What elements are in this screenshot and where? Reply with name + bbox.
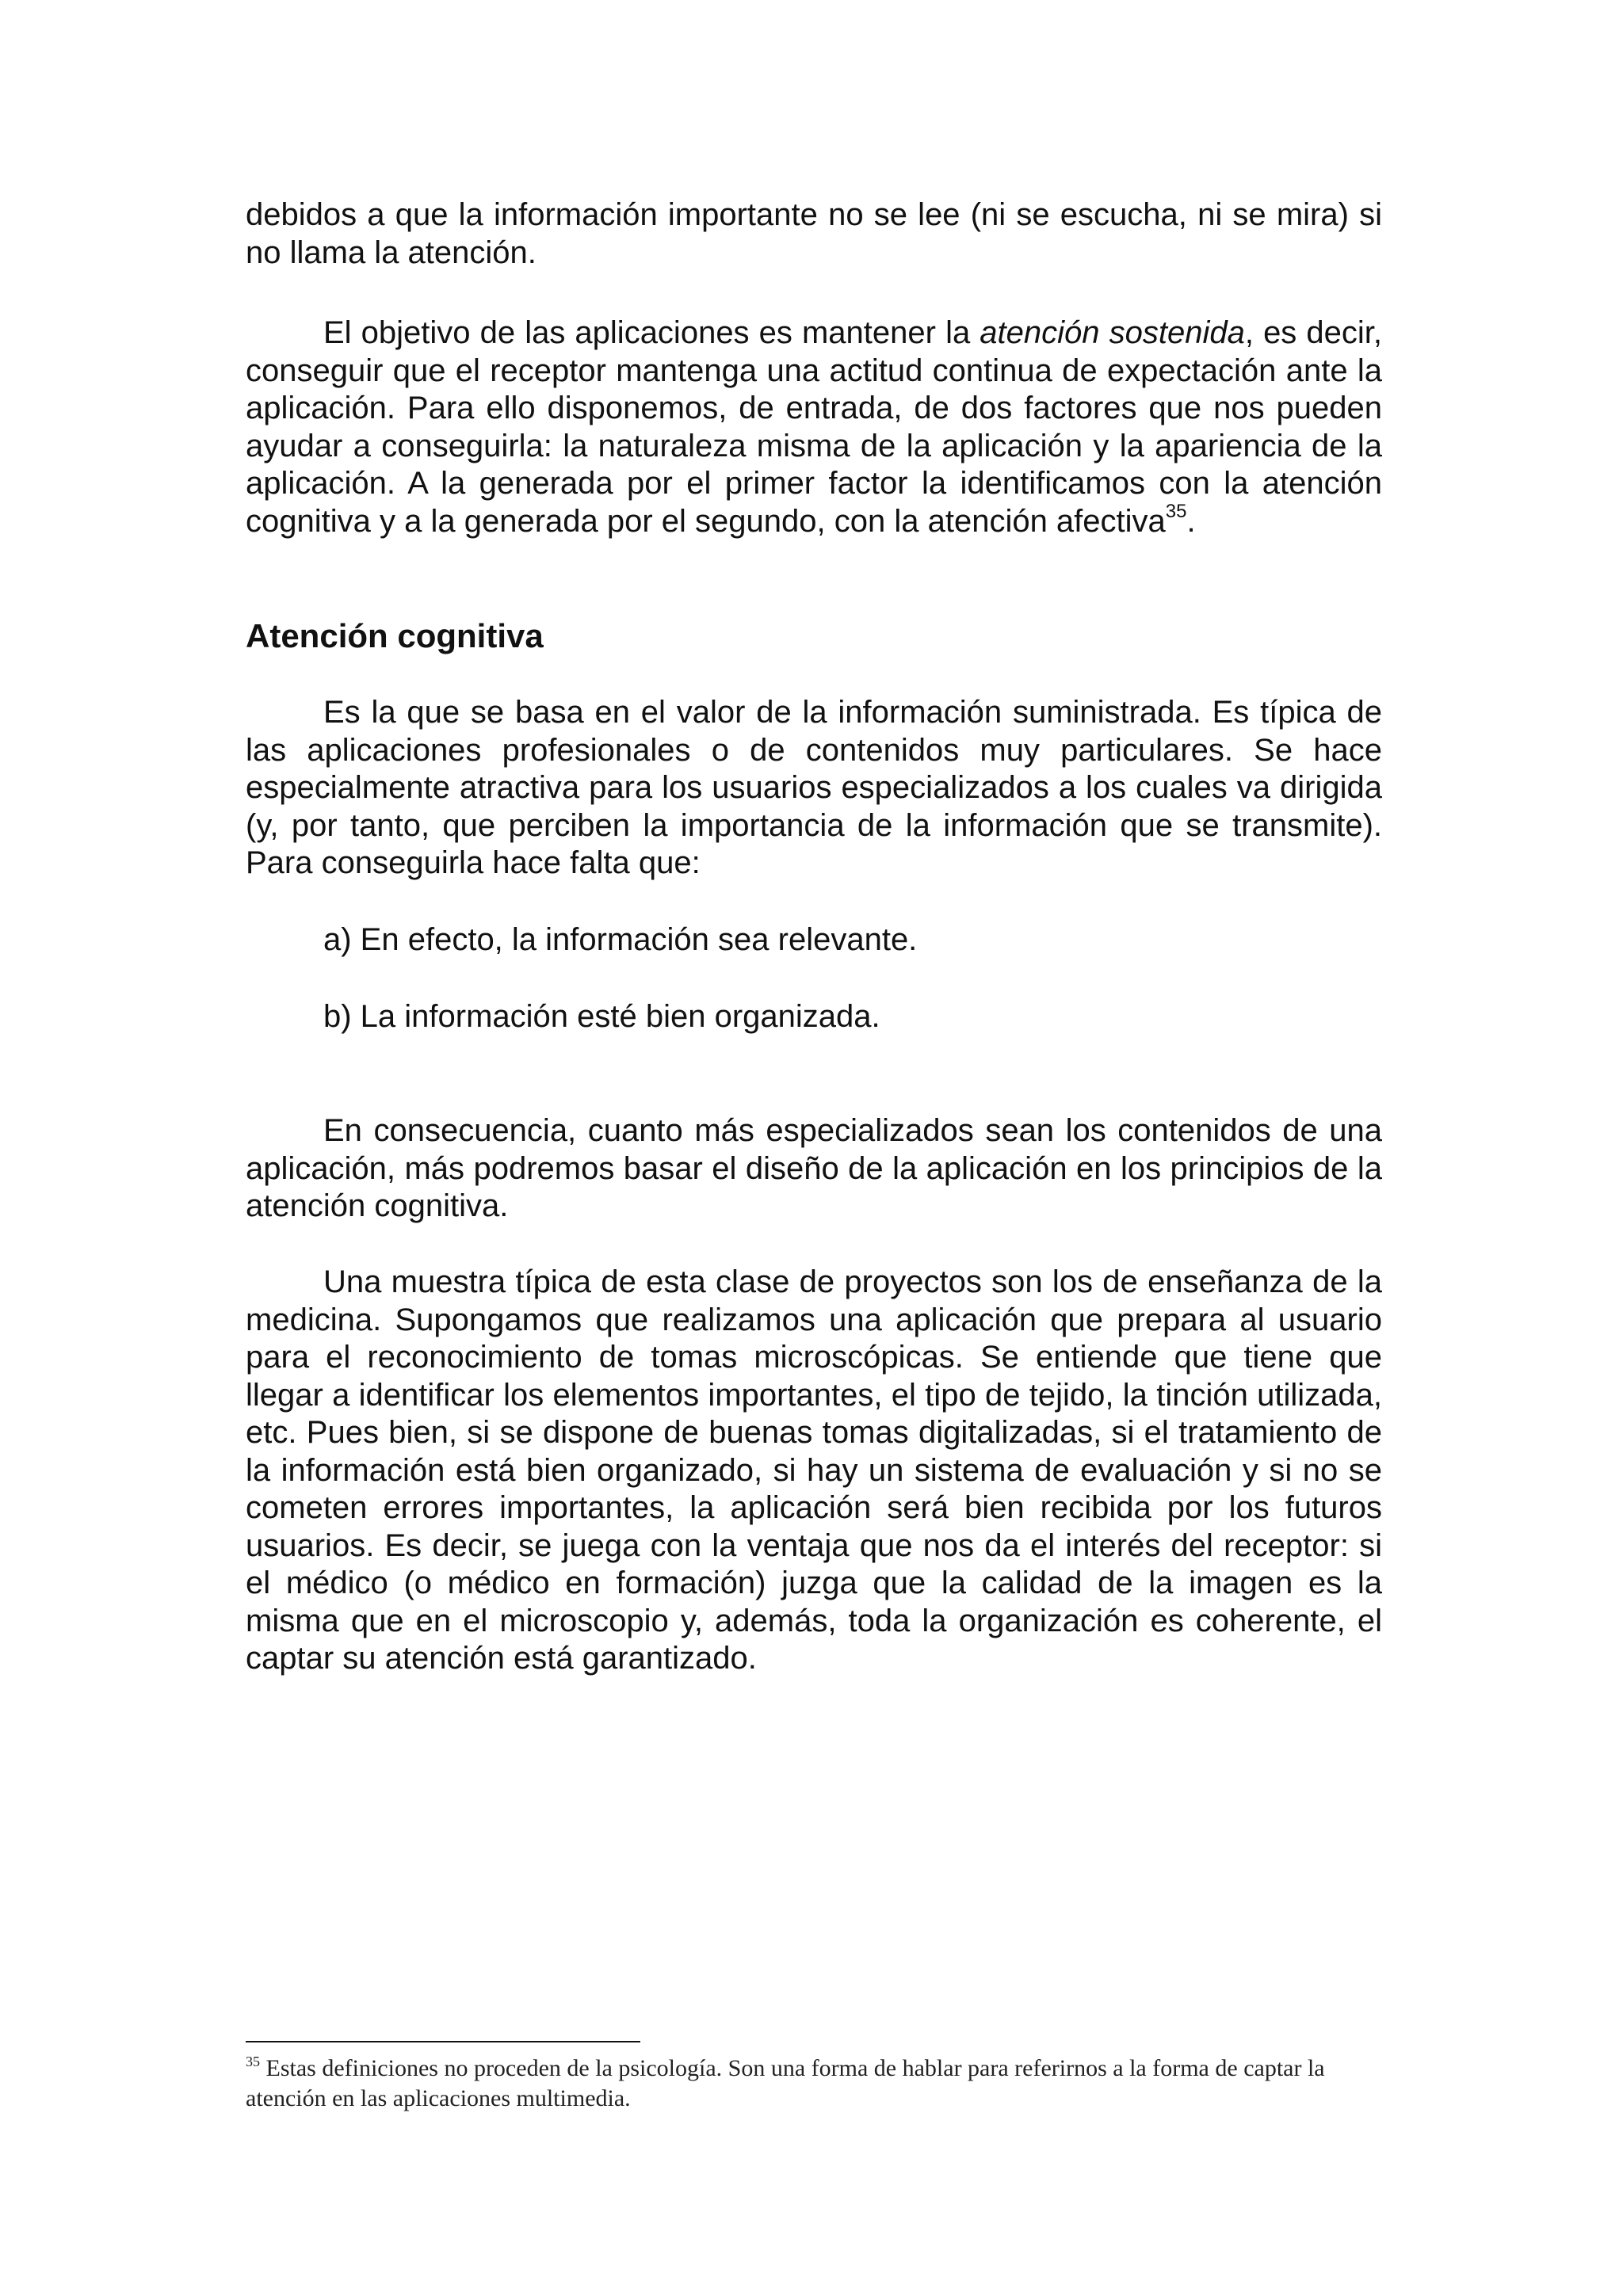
- list-item-b: b) La información esté bien organizada.: [323, 999, 880, 1034]
- paragraph-text: El objetivo de las aplicaciones es mantener la: [323, 315, 980, 350]
- emphasis-term: atención sostenida: [980, 315, 1245, 350]
- paragraph-continuation: debidos a que la información importante no se lee (ni se escucha, ni se mira) si no llama la atención.: [246, 197, 1382, 270]
- paragraph-medical-example: Una muestra típica de esta clase de proyectos son los de enseñanza de la medicina. Supongamos que realizamos una aplicación que prepara al usuario para el reconocimiento de tomas microscópicas. Se entiende que tiene que llegar a identificar los elementos importantes, el tipo de tejido, la tinción utilizada, etc. Pues bien, si se dispone de buenas tomas digitalizadas, si el tratamiento de la información está bien organizado, si hay un sistema de evaluación y si no se cometen errores importantes, la aplicación será bien recibida por los futuros usuarios. Es decir, se juega con la ventaja que nos da el interés del receptor: si el médico (o médico en formación) juzga que la calidad de la imagen es la misma que en el microscopio y, además, toda la organización es coherente, el captar su atención está garantizado.: [246, 1264, 1382, 1676]
- footnote-text: Estas definiciones no proceden de la psicología. Son una forma de hablar para referirnos a la forma de captar la atención en las aplicaciones multimedia.: [246, 2055, 1325, 2111]
- paragraph-end-punctuation: .: [1186, 503, 1196, 539]
- paragraph-attention-sustained: [246, 315, 1382, 540]
- list-item-a: a) En efecto, la información sea relevante.: [323, 922, 918, 957]
- footnote-separator: [246, 2041, 640, 2042]
- footnote: [246, 2054, 1355, 2114]
- paragraph-consequence: En consecuencia, cuanto más especializados sean los contenidos de una aplicación, más podremos basar el diseño de la aplicación en los principios de la atención cognitiva.: [246, 1113, 1382, 1223]
- paragraph-text: , es decir, conseguir que el receptor mantenga una actitud continua de expectación ante la aplicación. Para ello disponemos, de entrada, de dos factores que nos pueden ayudar a conseguirla: la naturaleza misma de la aplicación y la apariencia de la aplicación. A la generada por el primer factor la identificamos con la atención cognitiva y a la generada por el segundo, con la atención afectiva: [246, 315, 1383, 539]
- paragraph-cognitive-definition: Es la que se basa en el valor de la información suministrada. Es típica de las aplicaciones profesionales o de contenidos muy particulares. Se hace especialmente atractiva para los usuarios especializados a los cuales va dirigida (y, por tanto, que perciben la importancia de la información que se transmite). Para conseguirla hace falta que:: [246, 695, 1382, 880]
- footnote-number: 35: [246, 2054, 260, 2069]
- section-heading: Atención cognitiva: [246, 617, 544, 654]
- footnote-reference[interactable]: 35: [1165, 500, 1187, 522]
